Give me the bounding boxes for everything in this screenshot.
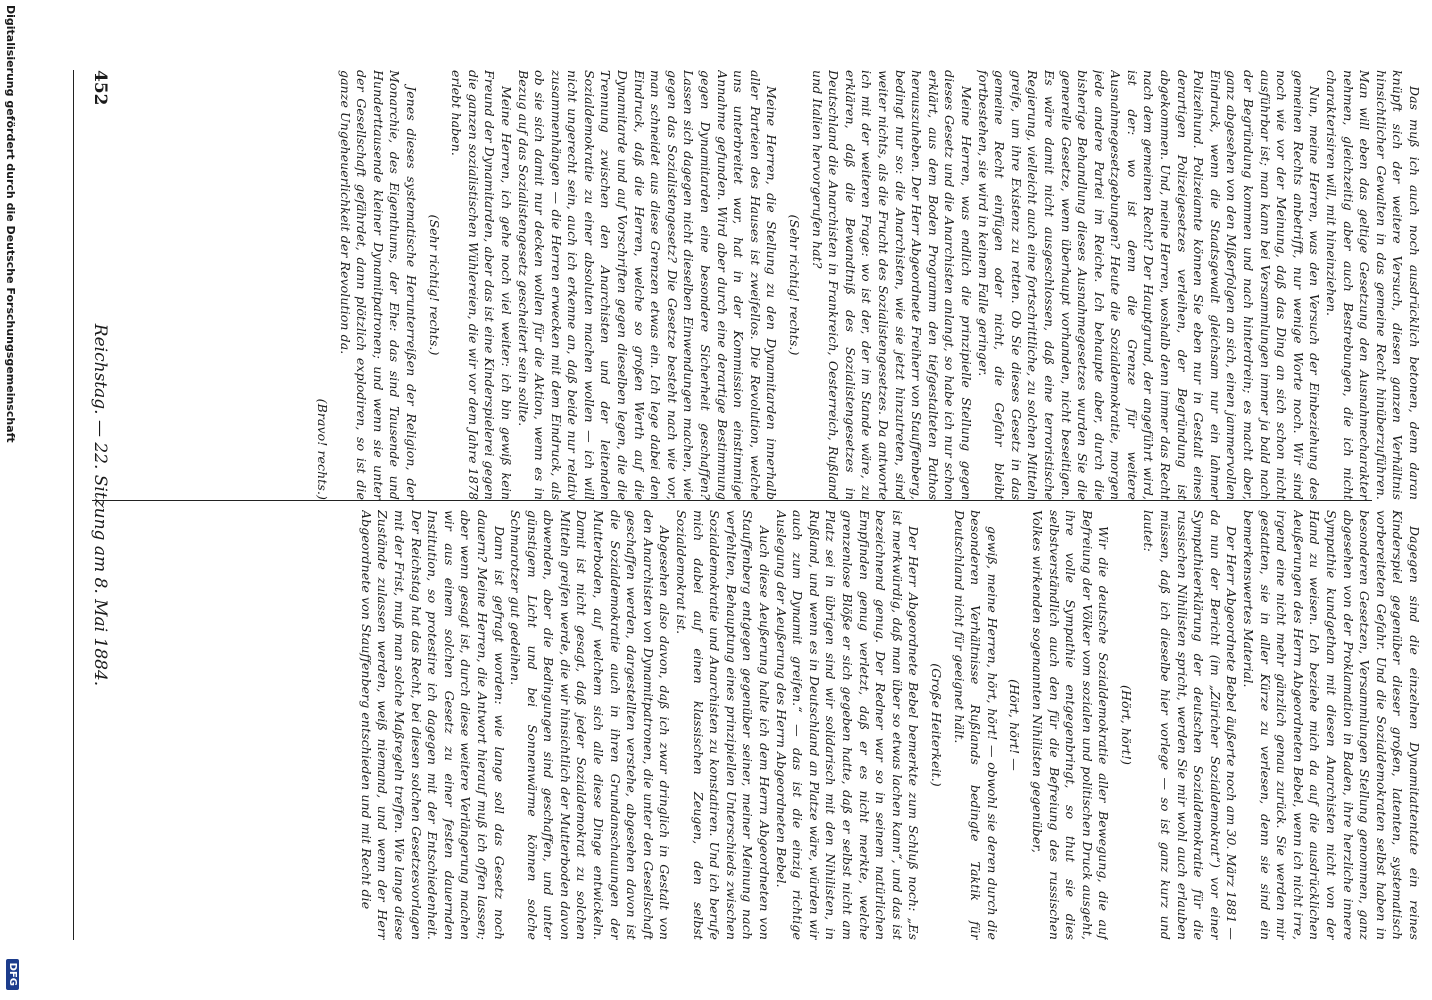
audience-reaction: (Sehr richtig! rechts.) (787, 214, 803, 356)
audience-reaction: (Große Heiterkeit.) (928, 663, 944, 787)
page-header (80, 70, 110, 940)
paragraph: Nun, meine Herren, was den Versuch der Einbeziehung des gemeinen Rechts anbetrifft, nur wenige Worte noch. Wir sind noch wie vor der Meinung, daß das Ding an sich schon nicht ausführbar ist; man kann bei Versammlungen immer ja bald nach der Begründung kommen und nach hinterdrein; es macht aber, ganz abgesehen von den Mißerfolgen an sich, einen jammervollen Eindruck, wenn die Staatsgewalt gleichsam nur ein lahmer Polizeihund. Polizeiamte können Sie eben nur in Gestalt eines derartigen Polizeigesetzes verleihen, der Begründung ist abgekommen. Und, meine Herren, woshalb denn immer das Recht nach dem gemeinen Recht? Der Hauptgrund, der angeführt wird, ist der: wo ist denn die Grenze für weitere Ausnahmegesetzgebungen? Heute die Sozialdemokratie, morgen jede andere Partei im Reiche. Ich behaupte aber, durch die bisherige Behandlung dieses Ausnahmegesetzes wurden Sie die generelle Gesetze, wenn überhaupt vorhanden, nicht beseitigen. Es wäre damit nicht ausgeschlossen, daß eine terroristische Regierung, vielleicht auch eine fortschrittliche, zu solchen Mitteln greife, um ihre Existenz zu retten. Ob Sie dieses Gesetz in das gemeine Recht einfügen oder nicht, die Gefahr bleibt fortbestehen, sie wird in keinem Falle geringer. (975, 70, 1323, 500)
running-head: Reichstag. — 22. Sitzung am 8. Mai 1884. (90, 323, 110, 687)
column-divider (92, 500, 1372, 501)
paragraph: Abgesehen also davon, daß ich zwar dringlich in Gestalt von den Anarchisten von Dynamitpatronen, die unter den Gesellschaft geschaffen werden, dargestellten verstehe, abgesehen davon ist die Sozialdemokratie auch in ihren Grundanschauungen der Mutterboden, auf welchem sich alle diese Dinge entwickeln. Damit ist nicht gesagt, daß jeder Sozialdemokrat zu solchen Mitteln greifen werde, die wir hinsichtlich der Mutterboden davon abwenden, aber die Bedingungen sind geschaffen, und unter günstigem Licht und bei Sonnenwärme können solche Schmarotzer gut gedeihen. (508, 510, 673, 940)
footer-credit: Digitalisierung gefördert durch die Deutsche Forschungsgemeinschaft (4, 5, 17, 443)
left-text-column (122, 70, 1422, 500)
right-text-column (122, 510, 1422, 940)
paragraph: Der Herr Abgeordnete Bebel äußerte noch am 30. März 1881 — da nun der Bericht (im „Züricher Sozialdemokrat“) vor einer Sympathieerklärung der deutschen Sozialdemokratie für die russischen Nihilisten spricht, werden Sie mir wohl auch erlauben müssen, daß ich dieselbe hier vorlege — so ist ganz kurz und lautet: (1141, 510, 1240, 940)
paragraph: gewiß, meine Herren, hört, hört! — obwohl sie deren durch die besonderen Verhältnisse Rußlands bedingte Taktik für Deutschland nicht für geeignet hält. (951, 510, 1000, 940)
audience-reaction: (Sehr richtig! rechts.) (426, 214, 442, 356)
header-rule (73, 70, 74, 940)
paragraph: Jenes dieses systematische Herunterreißen der Religion, der Monarchie, des Eigenthums, der Ehe: das sind Tausende und Hunderttausende kleiner Dynamitpatronen; und wenn sie unter der Gesellschaft gefährdet, dann plötzlich explodiren, so ist die ganze Ungeheuerlichkeit der Revolution da. (337, 70, 419, 500)
paragraph: Meine Herren, ich gehe noch viel weiter: ich bin gewiß kein Freund der Dynamitarden, aber das ist eine Kinderspielerei gegen die ganzen sozialistischen Wühlereien, die wir vor dem Jahre 1878 erlebt haben. (449, 70, 514, 500)
paragraph: Meine Herren, was endlich die prinzipielle Stellung gegen dieses Gesetz und die Anarchisten anlangt, so habe ich nur schon erklärt, aus dem Boden Programm den tiefgestalteten Pathos herauszuheben. Der Herr Abgeordnete Freiherr von Stauffenberg, bedingt nur so: die Anarchisten, wie sie jetzt hinzutreten, sind weiter nichts, als die Frucht des Sozialistengesetzes. Da antworte ich mit der weiteren Frage: wo ist der, der im Stande wäre, zu erklären, daß die Bewandtniß des Sozialistengesetzes in Deutschland die Anarchisten in Frankreich, Oesterreich, Rußland und Italien hervorgerufen hat? (809, 70, 974, 500)
paragraph: Dann ist gefragt worden: wie lange soll das Gesetz noch dauern? Meine Herren, die Antwort hierauf muß ich offen lassen; aber wenn gesagt ist, durch diese weitere Verlängerung machen wir aus einem solchen Gesetz zu einer festen dauernden Institution, so protestire ich dagegen mit der Entschiedenheit. Der Reichstag hat das Recht, bei diesen solchen Gesetzesvorlagen mit der Frist, muß man solche Maßregeln treffen. Wie lange diese Zustände zulassen werden, weiß niemand, und wenn der Herr Abgeordnete von Stauffenberg entschieden und mit Recht die (358, 510, 507, 940)
audience-reaction: (Hört, hört! — (1007, 679, 1023, 771)
footer-bar (0, 0, 22, 1000)
page-number: 452 (90, 70, 110, 106)
audience-reaction: (Hört, hört!) (1118, 684, 1134, 766)
paragraph: Wir die deutsche Sozialdemokratie aller Bewegung, die auf Befreiung der Völker vom sozialen und politischen Druck ausgeht, ihre volle Sympathie entgegenbringt, so thut sie dies selbstverständlich auch den für die Befreiung des russischen Volkes wirkenden sogenannten Nihilisten gegenüber, (1029, 510, 1112, 940)
paragraph: Der Herr Abgeordnete Bebel bemerkte zum Schluß noch: „Es ist merkwürdig, daß man über so etwas lachen kann“, und das ist bezeichnend genug. Der Redner war so in seinem natürlichen Empfinden genug verletzt, daß er es nicht merkte, welche grenzenlose Blöße er sich gegeben hatte, daß er selbst nicht am Platz sei in übrigen sind wir solidarisch mit den Nihilisten, in Rußland, und wenn es in Deutschland an Platze wäre, würden wir auch zum Dynamit greifen.“ — das ist die einzig richtige Auslegung der Aeußerung des Herrn Abgeordneten Bebel. (773, 510, 922, 940)
paragraph: Meine Herren, die Stellung zu den Dynamitarden innerhalb aller Parteien des Hauses ist zweifellos. Die Revolution, welche uns unterbreitet war, hat in der Kommission einstimmige Annahme gefunden. Wird aber durch eine derartige Bestimmung gegen Dynamitarden eine besondere Sicherheit geschaffen? Lassen sich dagegen nicht dieselben Einwendungen machen, wie gegen das Sozialistengesetz? Die Gesetze besteht nach wie vor, man schneidet aus diese Grenzen etwas ein. Ich lege dabei den Eindruck, daß die Herren, welche so großen Werth auf die Dynamitarde und auf Vorschriften gegen dieselben legen, die die Trennung zwischen den Anarchisten und der leitenden Sozialdemokratie zu einer absoluten machen wollen — ich will nicht ungerecht sein, auch ich erkenne an, daß beide nur relativ zusammenhängen — die Herren erwecken mit dem Eindruck, als ob sie sich damit nur decken wollen für die Aktion, wenn es in Bezug auf das Sozialistengesetz gescheitert sein sollte. (515, 70, 780, 500)
audience-reaction: (Bravo! rechts.) (315, 398, 330, 500)
paragraph: Auch diese Aeußerung halte ich dem Herrn Abgeordneten von Stauffenberg entgegen gegenüber seiner, meiner Meinung nach verfehlten, Behauptung eines prinzipiellen Unterschieds zwischen Sozialdemokratie und Anarchisten zu konstatiren. Und ich berufe mich dabei auf einen klassischen Zeugen, den selbst Sozialdemokrat ist. (674, 510, 773, 940)
paragraph: Dagegen sind die einzelnen Dynamitattentate ein reines Kinderspiel gegenüber dieser großen, latenten, systematisch vorbereiteten Gefahr. Und die Sozialdemokraten selbst haben in besonderen Gesetzen, Versammlungen Stellung genommen, ganz abgesehen von der Proklamation in Baden, ihre herzliche innere Sympathie kundgethan mit diesen Anarchisten nicht von der Hand zu weisen. Ich beziehe mich da auf die ausdrücklichen Aeußerungen des Herrn Abgeordneten Bebel, wenn ich nicht irre, irgend eine nicht mehr gänzlich genau zurück. Sie werden mir gestatten, sie in aller Kürze zu verlesen, denn sie sind ein bemerkenswertes Material. (1241, 510, 1422, 940)
dfg-logo: DFG (6, 959, 19, 990)
paragraph: Das muß ich auch noch ausdrücklich betonen, denn daran knüpft sich der weitere Versuch, diesen ganzen Verhältnis hinsichtlicher Gewalten in das gemeine Recht hinüberzuführen. Man will eben das geltige Gesetzung den Ausnahmecharakter nehmen, gleichzeitig aber auch Bestrebungen, die ich nicht charakterisiren will, mit hineinziehen. (1324, 70, 1422, 500)
